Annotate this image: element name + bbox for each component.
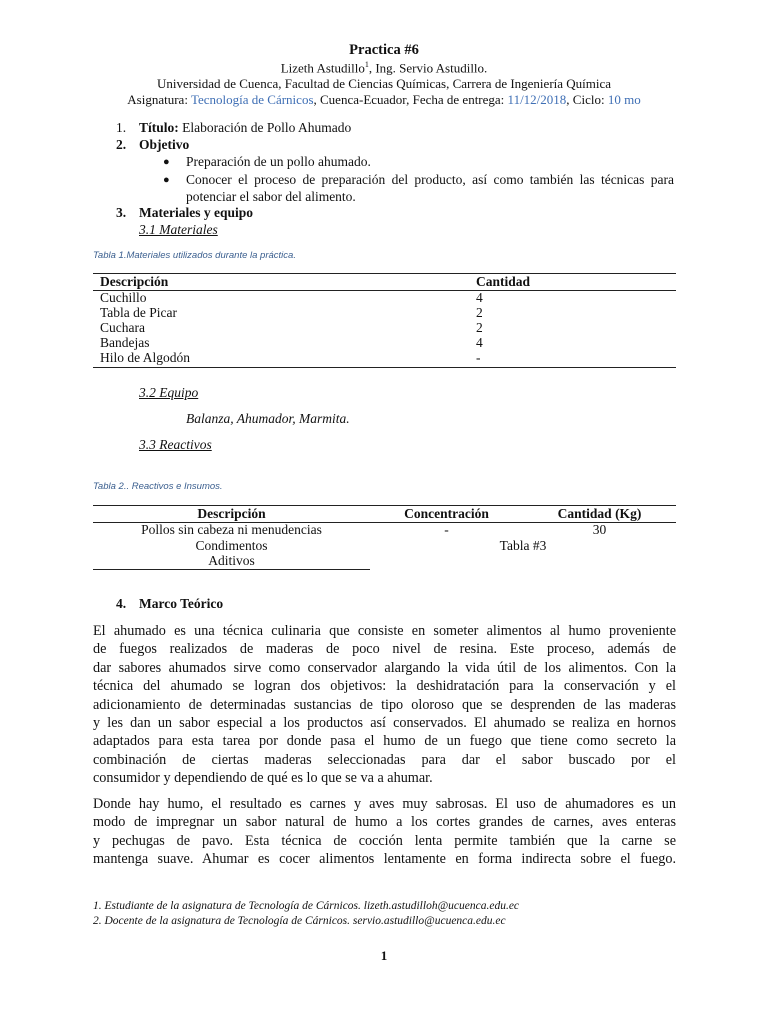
- table-2-bottom-rule: [93, 569, 370, 570]
- paragraph-line: dar sabores ahumados sirve como conservador alargando la vida útil de los alimentos. Con la: [93, 659, 676, 676]
- section-3-number: 3.: [116, 205, 127, 220]
- author-1: Lizeth Astudillo: [280, 60, 365, 76]
- authors: [0, 60, 768, 76]
- objective-1: Preparación de un pollo ahumado.: [186, 154, 371, 169]
- paragraph-line: y les dan un sabor especial a los productos así conservados. El ahumado se realiza en hornos: [93, 715, 676, 732]
- subsection-3-2: 3.2 Equipo: [139, 385, 199, 400]
- subject-mid: , Cuenca-Ecuador, Fecha de entrega:: [313, 92, 508, 107]
- footnote-1: 1. Estudiante de la asignatura de Tecnología de Cárnicos. lizeth.astudilloh@ucuenca.edu.ec: [93, 900, 520, 912]
- paragraph-line: combinación de ciertas maderas seleccionadas para dar el sabor buscado por el: [93, 751, 676, 768]
- institution: Universidad de Cuenca, Facultad de Ciencias Químicas, Carrera de Ingeniería Química: [156, 76, 612, 91]
- table-2-caption: Tabla 2.. Reactivos e Insumos.: [93, 481, 223, 492]
- subsection-3-3: 3.3 Reactivos: [139, 437, 212, 452]
- table-row-cell: Cuchara: [100, 320, 145, 335]
- footnote-2: 2. Docente de la asignatura de Tecnología de Cárnicos. servio.astudillo@ucuenca.edu.ec: [93, 915, 506, 927]
- paragraph-2: [93, 795, 676, 869]
- paragraph-line: consumidor y dependiendo de qué es lo que se va a ahumar.: [93, 770, 433, 787]
- table-row-cell: Pollos sin cabeza ni menudencias: [141, 522, 322, 537]
- date-value: 11/12/2018: [507, 92, 567, 107]
- paragraph-line: El ahumado es una técnica culinaria que consiste en someter alimentos al humo proveniente: [93, 623, 676, 639]
- table-row-cell: Hilo de Algodón: [100, 350, 190, 365]
- table-row-cell: Bandejas: [100, 335, 150, 350]
- table-row-cell: Cuchillo: [100, 290, 147, 305]
- table-row-cell: 2: [476, 305, 483, 320]
- section-1-number: 1.: [116, 120, 127, 135]
- paragraph-line: y pechugas de pavo. Esta técnica de cocción lenta permite también que la carne se: [93, 832, 676, 849]
- bullet-icon: ●: [163, 174, 170, 186]
- equipment-list: Balanza, Ahumador, Marmita.: [186, 411, 350, 426]
- subsection-3-1: 3.1 Materiales: [139, 222, 218, 237]
- table-row-cell: Aditivos: [208, 553, 255, 568]
- table-1-header-quantity: Cantidad: [476, 274, 531, 289]
- page-number: 1: [380, 948, 388, 963]
- objective-2-line1: Conocer el proceso de preparación del producto, así como también las técnicas para: [186, 172, 674, 187]
- subject-label: Asignatura:: [127, 92, 191, 107]
- objective-2-line2: potenciar el sabor del alimento.: [186, 189, 356, 204]
- table-row-cell: 4: [476, 335, 483, 350]
- table-row-cell: Tabla #3: [499, 538, 547, 553]
- paragraph-line: de fuegos realizados de maderas de poco nivel de resina. Este proceso, además de: [93, 641, 676, 658]
- subject-line: [0, 92, 768, 108]
- paragraph-line: adaptados para esta tarea por donde pasa el humo de un fuego que tiene como secreto la: [93, 733, 676, 750]
- table-row-cell: Tabla de Picar: [100, 305, 178, 320]
- table-1-header-description: Descripción: [100, 274, 169, 289]
- section-2-number: 2.: [116, 137, 127, 152]
- section-4-heading: Marco Teórico: [139, 596, 224, 611]
- section-3-heading: Materiales y equipo: [139, 205, 253, 220]
- section-1-text: Elaboración de Pollo Ahumado: [178, 120, 352, 135]
- table-2-header-description: Descripción: [197, 506, 266, 521]
- table-row-cell: 4: [476, 290, 483, 305]
- cycle-label: , Ciclo:: [566, 92, 608, 107]
- bullet-icon: ●: [163, 156, 170, 168]
- table-1-caption: Tabla 1.Materiales utilizados durante la práctica.: [93, 250, 296, 261]
- paragraph-1: [93, 622, 676, 788]
- section-2-heading: Objetivo: [139, 137, 190, 152]
- author-1-sup: 1: [364, 60, 369, 69]
- table-2-header-concentration: Concentración: [404, 506, 489, 521]
- table-2-header-quantity: Cantidad (Kg): [557, 506, 642, 521]
- paragraph-line: técnica del ahumado se logran dos objetivos: la deshidratación para la conservación y el: [93, 678, 676, 695]
- doc-title: Practica #6: [349, 42, 419, 58]
- table-row-cell: Condimentos: [195, 538, 268, 553]
- table-1-top-rule: [93, 273, 676, 274]
- subject-value: Tecnología de Cárnicos: [190, 92, 314, 107]
- paragraph-line: modo de impregnar un sabor natural de humo a los cortes grandes de carnes, aves enteras: [93, 814, 676, 831]
- table-1-header-rule: [93, 290, 676, 291]
- table-row-cell: 2: [476, 320, 483, 335]
- table-row-cell: 30: [592, 522, 607, 537]
- author-2: , Ing. Servio Astudillo.: [368, 60, 488, 76]
- section-1-heading: [139, 120, 351, 136]
- table-row-cell: -: [476, 350, 481, 365]
- section-4-number: 4.: [116, 596, 127, 611]
- paragraph-line: mantenga suave. Ahumar es cocer alimentos lentamente en forma indirecta sobre el fuego.: [93, 851, 676, 868]
- table-row-cell: -: [444, 522, 449, 537]
- paragraph-line: adicionamiento de determinadas sustancias de tipo oloroso que se desprenden de las maderas: [93, 696, 676, 713]
- section-1-label: Título:: [139, 120, 179, 135]
- table-1-bottom-rule: [93, 367, 676, 368]
- cycle-value: 10 mo: [607, 92, 641, 107]
- paragraph-line: Donde hay humo, el resultado es carnes y aves muy sabrosas. El uso de ahumadores es un: [93, 796, 676, 812]
